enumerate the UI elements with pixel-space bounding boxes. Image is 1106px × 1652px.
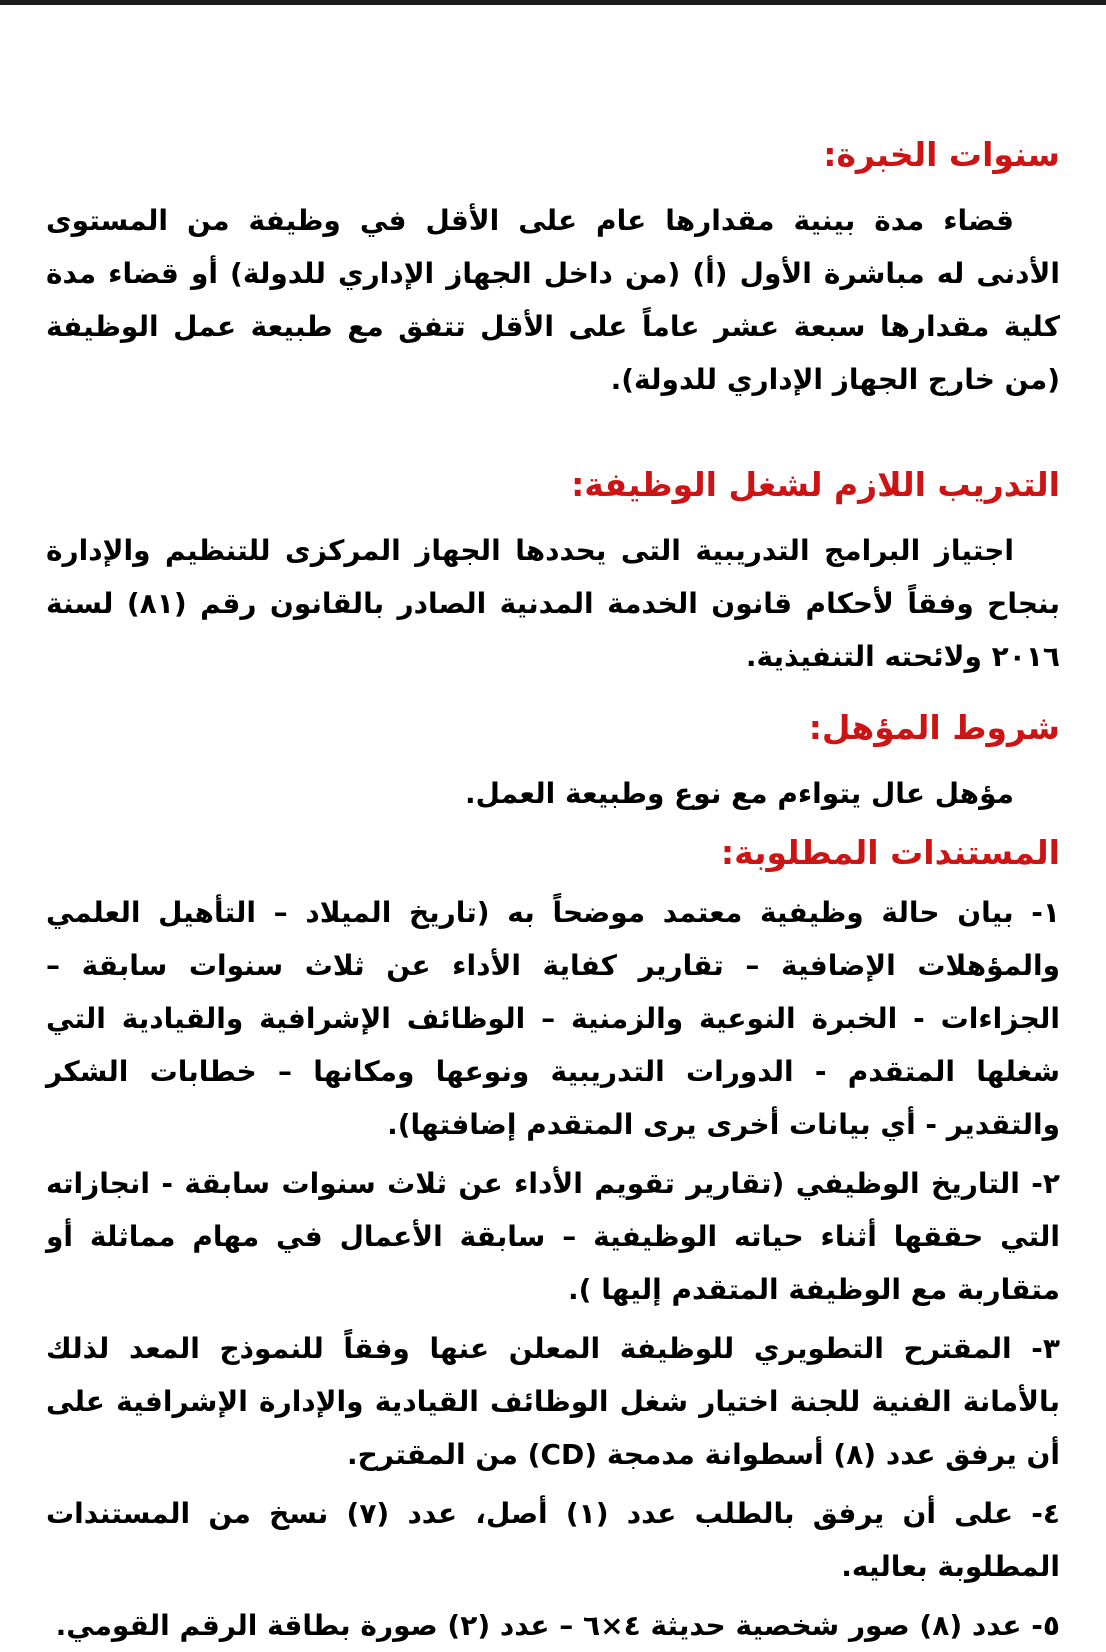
required-document-item-4: ٤- على أن يرفق بالطلب عدد (١) أصل، عدد (٧) نسخ من المستندات المطلوبة بعاليه.: [46, 1497, 1061, 1583]
section-heading-required-documents: المستندات المطلوبة:: [720, 833, 1060, 872]
required-document-item-5: ٥- عدد (٨) صور شخصية حديثة ٤×٦ – عدد (٢) صورة بطاقة الرقم القومي.: [55, 1609, 1060, 1642]
required-document-item-1: ١- بيان حالة وظيفية معتمد موضحاً به (تاريخ الميلاد – التأهيل العلمي والمؤهلات الإضافية – تقارير كفاية الأداء عن ثلاث سنوات سابقة – الجزاءات - الخبرة النوعية والزمنية – الوظائف الإشرافية والقيادية التي شغلها المتقدم - الدورات التدريبية ونوعها ومكانها – خطابات الشكر والتقدير - أي بيانات أخرى يرى المتقدم إضافتها).: [46, 896, 1060, 1141]
top-border-rule: [0, 0, 1106, 5]
experience-years-paragraph: قضاء مدة بينية مقدارها عام على الأقل في وظيفة من المستوى الأدنى له مباشرة الأول (أ) (من داخل الجهاز الإداري للدولة) أو قضاء مدة كلية مقدارها سبعة عشر عاماً على الأقل تتفق مع طبيعة عمل الوظيفة (من خارج الجهاز الإداري للدولة).: [46, 204, 1060, 396]
required-document-item-3: ٣- المقترح التطويري للوظيفة المعلن عنها وفقاً للنموذج المعد لذلك بالأمانة الفنية للجنة اختيار شغل الوظائف القيادية والإدارة الإشرافية على أن يرفق عدد (٨) أسطوانة مدمجة (CD) من المقترح.: [46, 1332, 1060, 1471]
section-heading-experience-years: سنوات الخبرة:: [823, 135, 1060, 174]
section-heading-required-training: التدريب اللازم لشغل الوظيفة:: [571, 465, 1060, 504]
required-document-item-2: ٢- التاريخ الوظيفي (تقارير تقويم الأداء عن ثلاث سنوات سابقة - انجازاته التي حققها أثناء حياته الوظيفية – سابقة الأعمال في مهام مماثلة أو متقاربة مع الوظيفة المتقدم إليها ).: [46, 1167, 1060, 1306]
required-training-paragraph: اجتياز البرامج التدريبية التى يحددها الجهاز المركزى للتنظيم والإدارة بنجاح وفقاً لأحكام قانون الخدمة المدنية الصادر بالقانون رقم (٨١) لسنة ٢٠١٦ ولائحته التنفيذية.: [46, 534, 1060, 673]
required-documents-list: [46, 886, 1060, 1652]
document-content: [0, 132, 1106, 1652]
section-heading-qualification-conditions: شروط المؤهل:: [808, 708, 1060, 747]
qualification-conditions-paragraph: مؤهل عال يتواءم مع نوع وطبيعة العمل.: [464, 777, 1014, 810]
